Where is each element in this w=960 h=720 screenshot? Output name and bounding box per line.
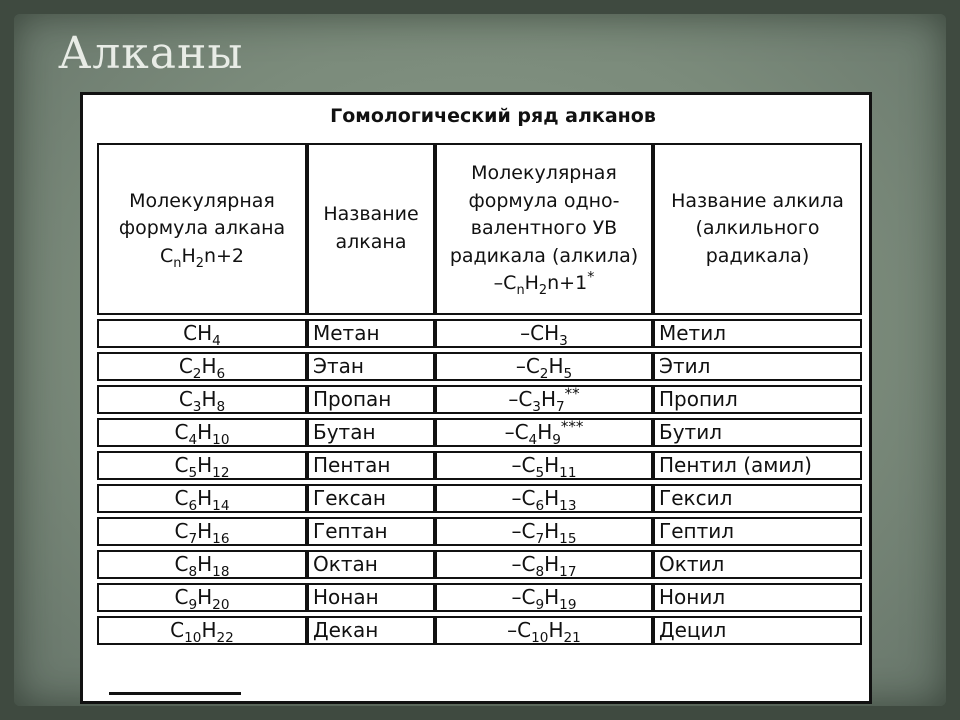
alkane-formula-cell: $C_2H_6$ <box>97 352 307 381</box>
header-alkane-name <box>307 143 435 315</box>
radical-formula-cell: $-C_3H_7^{**}$ <box>435 385 653 414</box>
header-line: радикала (алкила) <box>449 244 639 267</box>
alkyl-name-cell: Нонил <box>653 583 862 612</box>
header-line: (алкильного <box>695 217 820 240</box>
alkane-name-cell: Октан <box>307 550 435 579</box>
alkyl-name-cell: Пентил (амил) <box>653 451 862 480</box>
table-row <box>97 550 862 579</box>
alkyl-name-cell: Гептил <box>653 517 862 546</box>
alkane-name-cell: Нонан <box>307 583 435 612</box>
slide-title: Алканы <box>58 28 244 79</box>
table-row <box>97 451 862 480</box>
table-row <box>97 418 862 447</box>
radical-formula-cell: $-C_4H_9^{***}$ <box>435 418 653 447</box>
alkane-formula-cell: $C_7H_{16}$ <box>97 517 307 546</box>
radical-formula-cell: $-C_6H_{13}$ <box>435 484 653 513</box>
alkane-name-cell: Бутан <box>307 418 435 447</box>
header-formula: $-C_nH_2n+1^*$ <box>493 269 595 299</box>
table-row <box>97 385 862 414</box>
header-line: формула алкана <box>118 217 286 240</box>
radical-formula-cell: $-C_8H_{17}$ <box>435 550 653 579</box>
alkane-name-cell: Декан <box>307 616 435 645</box>
alkane-name-cell: Этан <box>307 352 435 381</box>
alkane-name-cell: Пентан <box>307 451 435 480</box>
alkyl-name-cell: Пропил <box>653 385 862 414</box>
header-alkyl-name <box>653 143 862 315</box>
header-alkane-formula <box>97 143 307 315</box>
alkane-formula-cell: $CH_4$ <box>97 319 307 348</box>
alkyl-name-cell: Децил <box>653 616 862 645</box>
header-line: Название алкила <box>671 189 844 212</box>
table-body <box>97 319 862 645</box>
alkane-table <box>97 139 862 649</box>
radical-formula-cell: $-CH_3$ <box>435 319 653 348</box>
radical-formula-cell: $-C_2H_5$ <box>435 352 653 381</box>
alkane-name-cell: Гексан <box>307 484 435 513</box>
alkane-formula-cell: $C_5H_{12}$ <box>97 451 307 480</box>
table-sheet <box>80 92 872 704</box>
header-line: Название <box>323 203 419 226</box>
radical-formula-cell: $-C_{10}H_{21}$ <box>435 616 653 645</box>
alkane-formula-cell: $C_8H_{18}$ <box>97 550 307 579</box>
alkane-formula-cell: $C_3H_8$ <box>97 385 307 414</box>
header-line: валентного УВ <box>470 217 618 240</box>
header-line: Молекулярная <box>471 162 617 185</box>
alkane-name-cell: Гептан <box>307 517 435 546</box>
header-formula: $C_nH_2n+2$ <box>159 244 245 271</box>
radical-formula-cell: $-C_9H_{19}$ <box>435 583 653 612</box>
alkane-formula-cell: $C_4H_{10}$ <box>97 418 307 447</box>
alkane-name-cell: Метан <box>307 319 435 348</box>
header-line: алкана <box>335 231 407 253</box>
alkane-formula-cell: $C_9H_{20}$ <box>97 583 307 612</box>
header-radical-formula <box>435 143 653 315</box>
table-row <box>97 616 862 645</box>
radical-formula-cell: $-C_5H_{11}$ <box>435 451 653 480</box>
alkane-name-cell: Пропан <box>307 385 435 414</box>
header-line: радикала) <box>705 244 810 267</box>
header-line: Молекулярная <box>129 189 275 212</box>
table-row <box>97 517 862 546</box>
table-row <box>97 352 862 381</box>
footnote-line <box>109 692 241 695</box>
table-header-row <box>97 143 862 315</box>
alkyl-name-cell: Этил <box>653 352 862 381</box>
header-line: формула одно- <box>468 189 620 212</box>
alkane-formula-cell: $C_6H_{14}$ <box>97 484 307 513</box>
alkyl-name-cell: Метил <box>653 319 862 348</box>
table-row <box>97 484 862 513</box>
radical-formula-cell: $-C_7H_{15}$ <box>435 517 653 546</box>
alkyl-name-cell: Октил <box>653 550 862 579</box>
alkyl-name-cell: Гексил <box>653 484 862 513</box>
table-row <box>97 583 862 612</box>
table-title: Гомологический ряд алканов <box>330 105 656 127</box>
alkyl-name-cell: Бутил <box>653 418 862 447</box>
table-row <box>97 319 862 348</box>
alkane-formula-cell: $C_{10}H_{22}$ <box>97 616 307 645</box>
